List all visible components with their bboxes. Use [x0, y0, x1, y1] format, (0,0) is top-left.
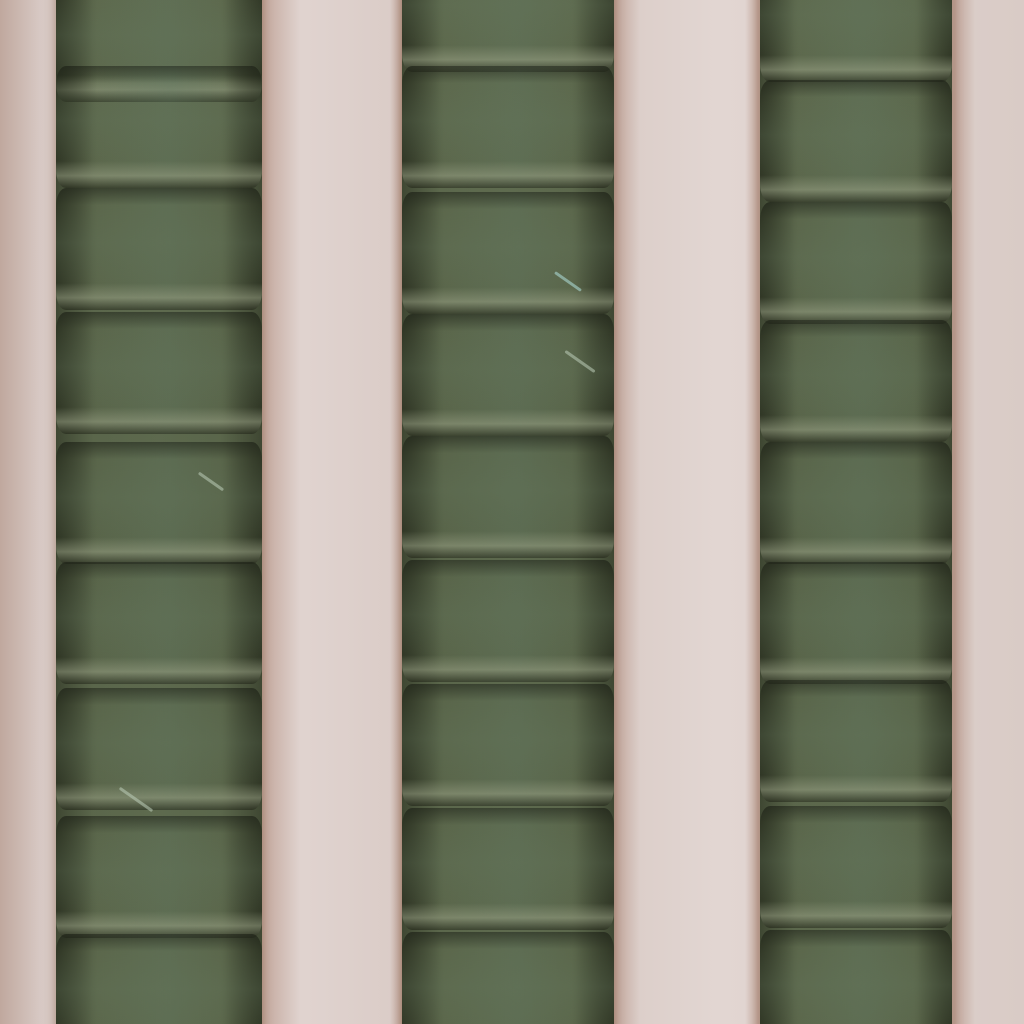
column-right	[760, 0, 952, 1024]
column-segment	[402, 66, 614, 188]
column-segment	[760, 80, 952, 202]
column-left	[56, 0, 262, 1024]
column-segment	[402, 0, 614, 72]
column-segment	[56, 312, 262, 434]
column-segment	[56, 66, 262, 188]
column-segment	[402, 314, 614, 436]
column-segment	[56, 816, 262, 938]
column-segment	[56, 442, 262, 564]
column-segment	[760, 442, 952, 564]
column-segment	[760, 320, 952, 442]
column-segment	[56, 188, 262, 310]
column-segment	[760, 202, 952, 324]
column-center	[402, 0, 614, 1024]
column-segment	[760, 680, 952, 802]
column-segment	[402, 436, 614, 558]
column-segment	[760, 930, 952, 1024]
column-segment	[402, 808, 614, 930]
column-segment	[402, 684, 614, 806]
column-segment	[402, 192, 614, 314]
column-segment	[760, 562, 952, 684]
column-segment	[56, 688, 262, 810]
column-segment	[56, 562, 262, 684]
column-segment	[56, 934, 262, 1024]
column-segment	[760, 806, 952, 928]
column-segment	[402, 932, 614, 1024]
column-segment	[760, 0, 952, 82]
column-segment	[402, 560, 614, 682]
